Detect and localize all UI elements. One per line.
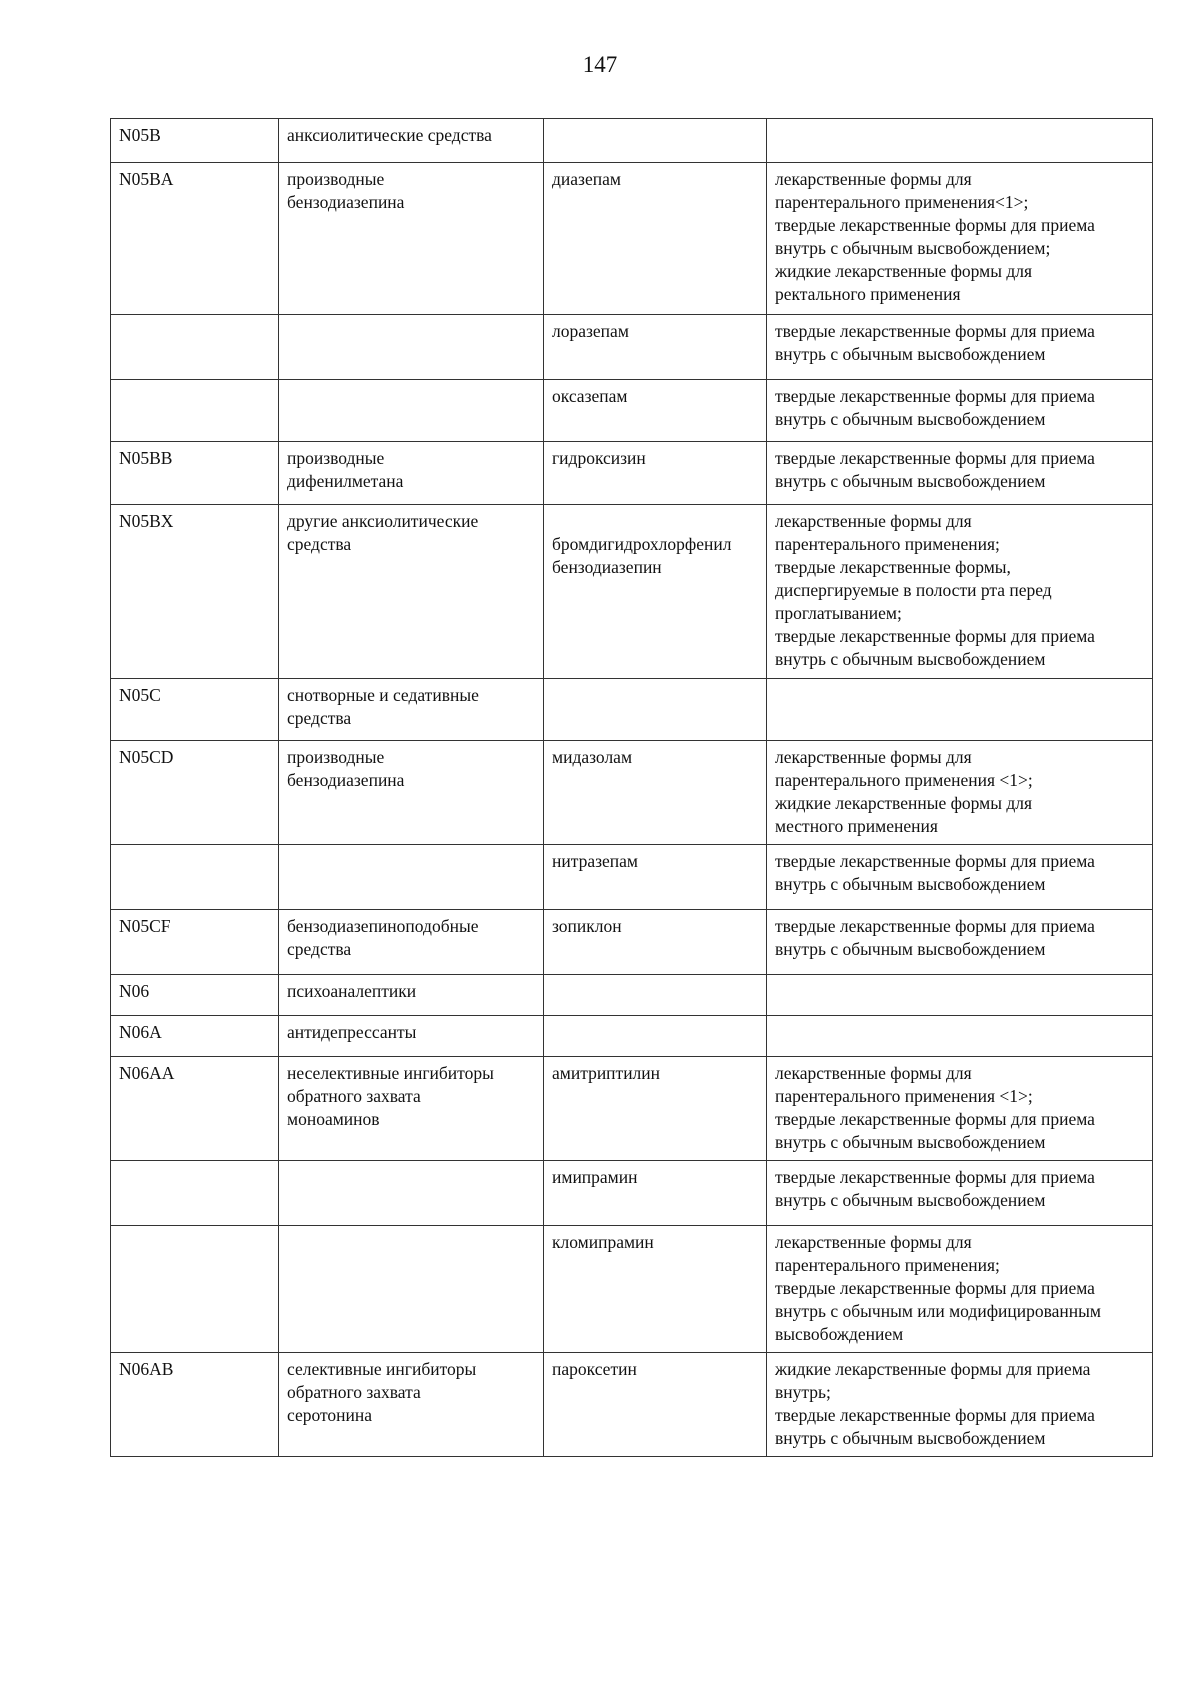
atc-code-cell: N06AA [111, 1057, 279, 1161]
atc-code-cell: N05CD [111, 741, 279, 845]
drug-name-cell: нитразепам [544, 845, 767, 910]
group-name-cell: антидепрессанты [279, 1016, 544, 1057]
atc-code-cell: N06A [111, 1016, 279, 1057]
table-row [111, 679, 1153, 741]
dosage-forms-cell [767, 1016, 1153, 1057]
page-number: 147 [582, 52, 618, 77]
atc-code-cell: N05C [111, 679, 279, 741]
group-name-cell [279, 1161, 544, 1226]
group-name-cell: снотворные и седативные средства [279, 679, 544, 741]
dosage-forms-cell [767, 679, 1153, 741]
atc-code-cell: N05B [111, 119, 279, 163]
group-name-cell: селективные ингибиторы обратного захвата серотонина [279, 1353, 544, 1457]
atc-code-cell [111, 380, 279, 442]
atc-code-cell: N05BB [111, 442, 279, 505]
group-name-cell [279, 380, 544, 442]
dosage-forms-cell: твердые лекарственные формы для приема внутрь с обычным высвобождением [767, 315, 1153, 380]
drug-name-cell [544, 679, 767, 741]
group-name-cell: производные дифенилметана [279, 442, 544, 505]
group-name-cell: другие анксиолитические средства [279, 505, 544, 679]
dosage-forms-cell: твердые лекарственные формы для приема внутрь с обычным высвобождением [767, 380, 1153, 442]
drug-name-cell: амитриптилин [544, 1057, 767, 1161]
group-name-cell: психоаналептики [279, 975, 544, 1016]
dosage-forms-cell: твердые лекарственные формы для приема внутрь с обычным высвобождением [767, 442, 1153, 505]
dosage-forms-cell [767, 975, 1153, 1016]
table-row [111, 119, 1153, 163]
drug-name-cell: мидазолам [544, 741, 767, 845]
table-row [111, 910, 1153, 975]
dosage-forms-cell: лекарственные формы для парентерального применения; твердые лекарственные формы для приема внутрь с обычным или модифицированным высвобождением [767, 1226, 1153, 1353]
atc-code-cell [111, 845, 279, 910]
drug-name-cell: пароксетин [544, 1353, 767, 1457]
drug-name-cell: зопиклон [544, 910, 767, 975]
drug-name-cell [544, 119, 767, 163]
dosage-forms-cell: лекарственные формы для парентерального применения; твердые лекарственные формы, диспергируемые в полости рта перед проглатыванием; твердые лекарственные формы для приема внутрь с обычным высвобождением [767, 505, 1153, 679]
drug-name-cell: бромдигидрохлорфенил бензодиазепин [544, 505, 767, 679]
table-row [111, 845, 1153, 910]
group-name-cell: бензодиазепиноподобные средства [279, 910, 544, 975]
table-row [111, 1161, 1153, 1226]
table-row [111, 975, 1153, 1016]
drug-name-cell [544, 975, 767, 1016]
table-row [111, 741, 1153, 845]
atc-code-cell [111, 1226, 279, 1353]
atc-code-cell: N06 [111, 975, 279, 1016]
table-row [111, 505, 1153, 679]
atc-code-cell: N05BX [111, 505, 279, 679]
drug-name-cell: гидроксизин [544, 442, 767, 505]
drug-table-body [111, 119, 1153, 1457]
atc-code-cell: N06AB [111, 1353, 279, 1457]
drug-name-cell: оксазепам [544, 380, 767, 442]
dosage-forms-cell: лекарственные формы для парентерального применения <1>; твердые лекарственные формы для приема внутрь с обычным высвобождением [767, 1057, 1153, 1161]
dosage-forms-cell [767, 119, 1153, 163]
atc-code-cell: N05BA [111, 163, 279, 315]
atc-code-cell [111, 315, 279, 380]
group-name-cell: производные бензодиазепина [279, 163, 544, 315]
dosage-forms-cell: лекарственные формы для парентерального применения <1>; жидкие лекарственные формы для местного применения [767, 741, 1153, 845]
drug-name-cell: лоразепам [544, 315, 767, 380]
atc-code-cell: N05CF [111, 910, 279, 975]
drug-name-cell: диазепам [544, 163, 767, 315]
table-row [111, 1057, 1153, 1161]
table-row [111, 1353, 1153, 1457]
dosage-forms-cell: жидкие лекарственные формы для приема внутрь; твердые лекарственные формы для приема внутрь с обычным высвобождением [767, 1353, 1153, 1457]
table-row [111, 163, 1153, 315]
dosage-forms-cell: твердые лекарственные формы для приема внутрь с обычным высвобождением [767, 910, 1153, 975]
group-name-cell: анксиолитические средства [279, 119, 544, 163]
group-name-cell [279, 315, 544, 380]
dosage-forms-cell: твердые лекарственные формы для приема внутрь с обычным высвобождением [767, 1161, 1153, 1226]
group-name-cell: неселективные ингибиторы обратного захвата моноаминов [279, 1057, 544, 1161]
drug-table [110, 118, 1153, 1457]
group-name-cell: производные бензодиазепина [279, 741, 544, 845]
dosage-forms-cell: твердые лекарственные формы для приема внутрь с обычным высвобождением [767, 845, 1153, 910]
table-row [111, 1016, 1153, 1057]
group-name-cell [279, 845, 544, 910]
table-row [111, 1226, 1153, 1353]
table-row [111, 442, 1153, 505]
table-row [111, 315, 1153, 380]
drug-name-cell: имипрамин [544, 1161, 767, 1226]
dosage-forms-cell: лекарственные формы для парентерального применения<1>; твердые лекарственные формы для приема внутрь с обычным высвобождением; жидкие лекарственные формы для ректального применения [767, 163, 1153, 315]
drug-name-cell [544, 1016, 767, 1057]
group-name-cell [279, 1226, 544, 1353]
atc-code-cell [111, 1161, 279, 1226]
drug-name-cell: кломипрамин [544, 1226, 767, 1353]
table-row [111, 380, 1153, 442]
